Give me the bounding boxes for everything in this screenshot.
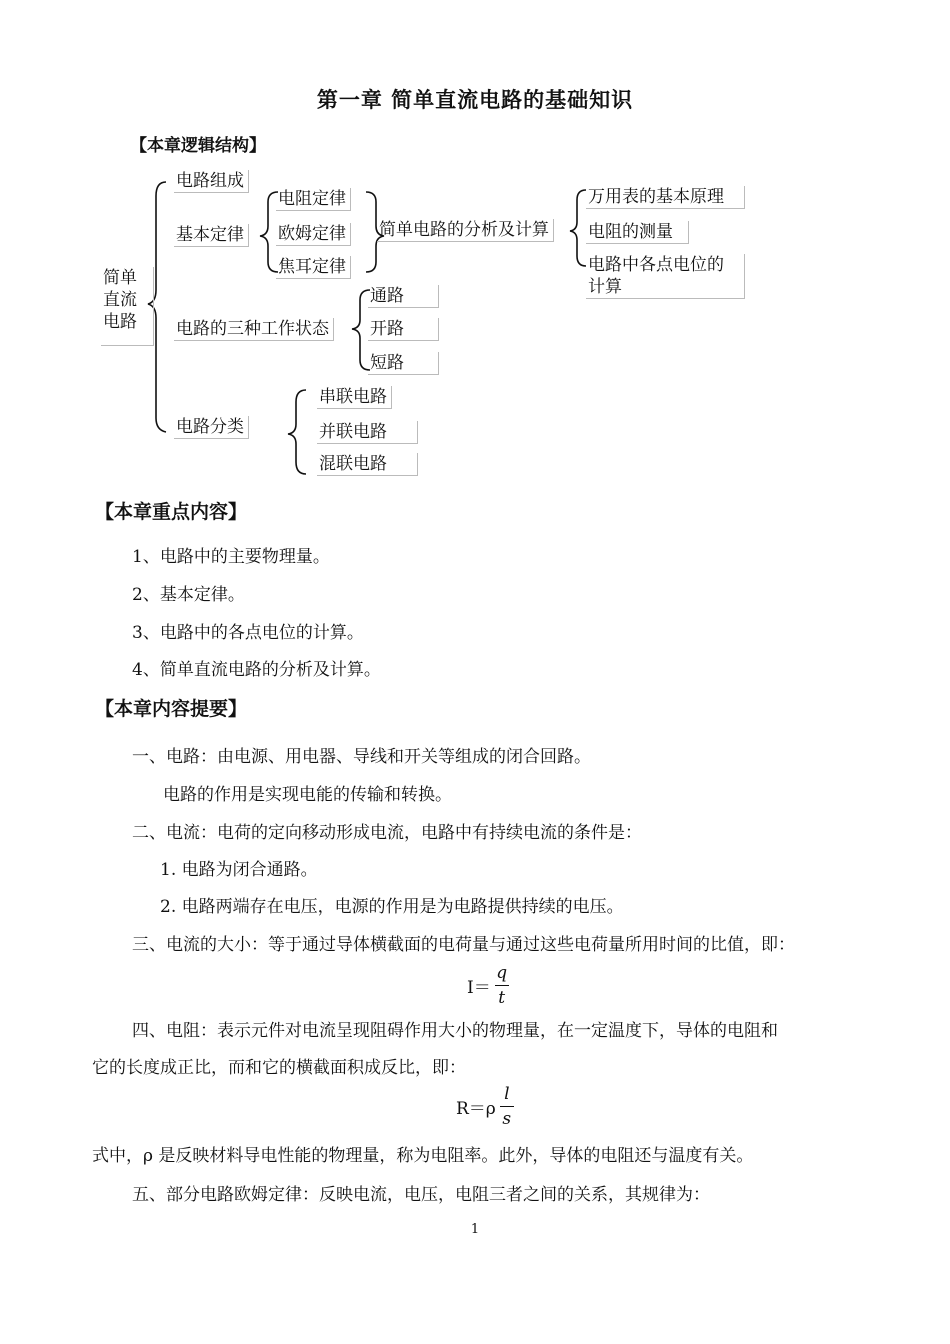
formula-current-lhs: I＝ (467, 978, 491, 998)
summary-p4c: 式中，ρ 是反映材料导电性能的物理量，称为电阻率。此外，导体的电阻还与温度有关。 (92, 1146, 754, 1166)
page-number: 1 (470, 1222, 480, 1237)
node-states: 电路的三种工作状态 (174, 318, 334, 341)
summary-p1: 一、电路：由电源、用电器、导线和开关等组成的闭合回路。 (132, 747, 591, 767)
root-node: 简单 直流 电路 (101, 267, 154, 346)
node-resistance-measure: 电阻的测量 (586, 221, 689, 244)
summary-p4a: 四、电阻：表示元件对电流呈现阻碍作用大小的物理量，在一定温度下，导体的电阻和 (132, 1021, 778, 1041)
summary-heading: 【本章内容提要】 (95, 698, 248, 720)
summary-p2a: 1. 电路为闭合通路。 (160, 860, 318, 880)
formula-resistance-lhs: R＝ρ (456, 1099, 496, 1119)
formula-resistance (456, 1083, 514, 1130)
formula-current (467, 962, 509, 1009)
node-law-ohm: 欧姆定律 (276, 223, 351, 246)
node-multimeter: 万用表的基本原理 (586, 186, 745, 209)
node-composition: 电路组成 (174, 170, 249, 193)
formula-current-fraction (495, 962, 509, 1009)
summary-p2: 二、电流：电荷的定向移动形成电流，电路中有持续电流的条件是： (132, 823, 642, 843)
summary-p2b: 2. 电路两端存在电压，电源的作用是为电路提供持续的电压。 (160, 897, 624, 917)
summary-p1b: 电路的作用是实现电能的传输和转换。 (163, 785, 452, 805)
formula-resistance-num: l (504, 1084, 510, 1104)
chapter-title: 第一章 简单直流电路的基础知识 (316, 87, 634, 112)
node-potential-calc: 电路中各点电位的计算 (586, 254, 745, 299)
node-classification: 电路分类 (174, 416, 249, 439)
node-state-open: 开路 (368, 318, 439, 341)
summary-p3: 三、电流的大小：等于通过导体横截面的电荷量与通过这些电荷量所用时间的比值，即： (132, 935, 795, 955)
node-series: 串联电路 (317, 386, 392, 409)
formula-resistance-fraction (500, 1083, 514, 1130)
analysis-brace (570, 190, 586, 266)
node-basic-laws: 基本定律 (174, 224, 249, 247)
structure-heading: 【本章逻辑结构】 (130, 136, 266, 156)
node-analysis: 简单电路的分析及计算 (377, 219, 554, 242)
key-point-4: 4、简单直流电路的分析及计算。 (132, 660, 381, 680)
formula-current-num: q (496, 963, 508, 983)
summary-p4b: 它的长度成正比，而和它的横截面积成反比，即： (92, 1058, 466, 1078)
node-state-short: 短路 (368, 352, 439, 375)
summary-p5: 五、部分电路欧姆定律：反映电流，电压，电阻三者之间的关系，其规律为： (132, 1185, 710, 1205)
key-point-2: 2、基本定律。 (132, 585, 245, 605)
key-point-3: 3、电路中的各点电位的计算。 (132, 623, 364, 643)
formula-current-den: t (498, 988, 506, 1008)
node-state-closed: 通路 (368, 285, 439, 308)
formula-resistance-den: s (502, 1109, 512, 1129)
key-point-1: 1、电路中的主要物理量。 (132, 547, 330, 567)
key-heading: 【本章重点内容】 (95, 501, 248, 523)
brace-lines (0, 0, 950, 500)
node-mixed: 混联电路 (317, 453, 418, 476)
class-brace (288, 390, 306, 474)
node-law-joule: 焦耳定律 (276, 256, 351, 279)
node-law-resistance: 电阻定律 (276, 188, 351, 211)
node-parallel: 并联电路 (317, 421, 418, 444)
